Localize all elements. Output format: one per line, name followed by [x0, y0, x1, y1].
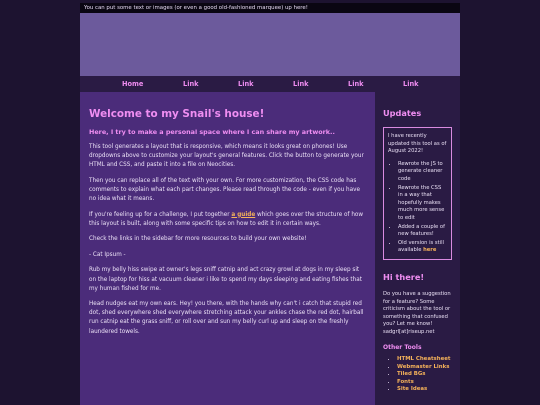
customization-paragraph: Then you can replace all of the text with your own. For more customization, the CSS code has comments to explain what each part changes. Please read through the code - even if you have no idea what it means. [89, 177, 360, 202]
tool-item [397, 371, 452, 379]
tool-item [397, 379, 452, 387]
updates-list [388, 161, 447, 255]
updates-item: • Added a couple of new features! [398, 224, 447, 239]
updates-item: • Rewrote the JS to generate cleaner code [398, 161, 447, 184]
top-banner-text: You can put some text or images (or even a good old-fashioned marquee) up here! [84, 5, 308, 11]
old-version-text: Old version is still available [398, 239, 444, 254]
nav-bar [80, 76, 460, 92]
main-content [80, 92, 375, 405]
hi-text: Do you have a suggestion for a feature? Some criticism about the tool or something that confused you? Let me know! sadgrl[at]riseup.net [383, 290, 451, 335]
tool-link-fonts[interactable]: Fonts [397, 378, 414, 385]
tools-list [383, 356, 452, 394]
tool-link-html-cheatsheet[interactable]: HTML Cheatsheet [397, 356, 451, 363]
sidebar-hint-paragraph: Check the links in the sidebar for more resources to build your own website! [89, 236, 307, 243]
hi-title: Hi there! [383, 271, 425, 282]
nav-link-1[interactable]: Link [183, 80, 199, 88]
nav-link-home[interactable]: Home [122, 80, 144, 88]
header-banner [80, 13, 460, 76]
updates-box [383, 127, 452, 260]
tool-link-site-ideas[interactable]: Site Ideas [397, 386, 428, 393]
guide-text-after: which goes over the structure of how this layout is built, along with some specific tips on how to edit it in certain ways. [89, 211, 364, 227]
tool-link-tiled-bgs[interactable]: Tiled BGs [397, 371, 426, 378]
tools-title: Other Tools [383, 344, 422, 352]
tool-item [397, 364, 452, 372]
updates-item-old-version [398, 240, 447, 255]
nav-link-3[interactable]: Link [293, 80, 309, 88]
old-version-link[interactable]: here [423, 247, 437, 254]
page-title: Welcome to my Snail's house! [89, 108, 265, 120]
nav-link-4[interactable]: Link [348, 80, 364, 88]
cat-ipsum-heading: - Cat Ipsum - [89, 251, 126, 258]
tool-link-webmaster-links[interactable]: Webmaster Links [397, 363, 450, 370]
top-banner [80, 3, 460, 13]
updates-title: Updates [383, 108, 422, 118]
nav-link-5[interactable]: Link [403, 80, 419, 88]
guide-paragraph [89, 211, 367, 229]
updates-intro: I have recently updated this tool as of August 2022! [388, 133, 447, 155]
nav-link-2[interactable]: Link [238, 80, 254, 88]
tool-item [397, 356, 452, 364]
page-subtitle: Here, I try to make a personal space where I can share my artwork.. [89, 128, 335, 136]
guide-link[interactable]: a guide [231, 211, 256, 218]
ipsum-paragraph-1: Rub my belly hiss swipe at owner's legs sniff catnip and act crazy growl at dogs in my sleep sit on the laptop for hiss at vacuum cleaner i like to spend my days sleeping and eating fishes that my human fished for me. [89, 267, 362, 292]
ipsum-paragraph-2: Head nudges eat my own ears. Hey! you there, with the hands why can't i catch that stupid red dot, shed everywhere shed everywhere stretching attack your ankles chase the red dot, hairball run catnip eat the grass sniff, or roll over and sun my belly curl up and sleep on the freshly laundered towels. [89, 301, 364, 335]
guide-text-before: If you're feeling up for a challenge, I put together [89, 211, 232, 218]
sidebar [375, 92, 460, 405]
intro-paragraph: This tool generates a layout that is responsive, which means it looks great on phones! Use dropdowns above to customize your layout's general features. Click the button to generate your HTML and CSS, and paste it into a file on Neocities. [89, 144, 364, 169]
updates-item: • Rewrote the CSS in a way that hopefully makes much more sense to edit [398, 185, 447, 223]
tool-item [397, 386, 452, 394]
